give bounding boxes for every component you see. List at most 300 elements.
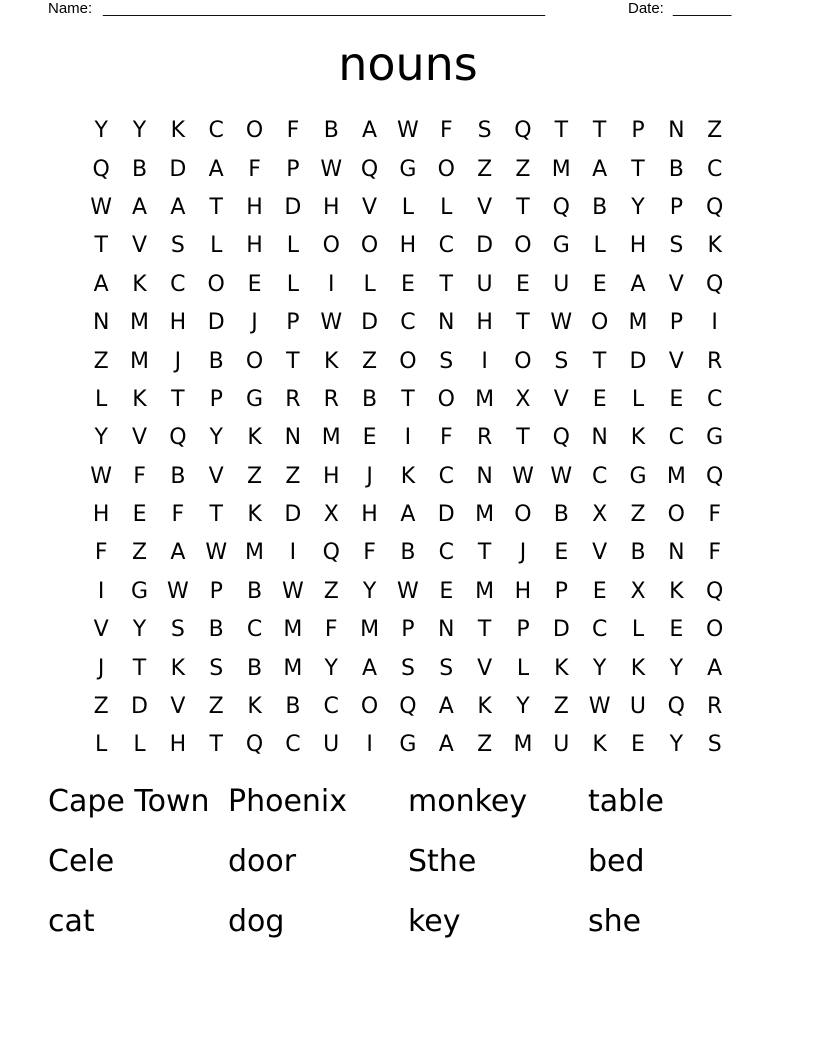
grid-letter: C: [591, 617, 608, 643]
grid-letter: S: [707, 732, 722, 758]
grid-letter: E: [439, 578, 454, 604]
grid-letter: K: [247, 502, 262, 528]
grid-letter: W: [320, 310, 343, 336]
grid-letter: O: [514, 348, 532, 374]
grid-letter: Q: [92, 156, 110, 182]
grid-letter: P: [401, 617, 415, 643]
grid-letter: X: [592, 502, 608, 528]
grid-letter: M: [245, 540, 265, 566]
page-title: nouns: [338, 37, 478, 91]
grid-letter: T: [554, 118, 569, 144]
grid-letter: L: [95, 386, 108, 412]
grid-letter: Y: [132, 118, 147, 144]
grid-letter: N: [476, 463, 493, 489]
grid-letter: P: [209, 386, 223, 412]
grid-letter: M: [513, 732, 533, 758]
date-blank-line: _______: [673, 0, 732, 17]
grid-letter: P: [669, 194, 683, 220]
grid-letter: S: [400, 655, 415, 681]
grid-letter: R: [476, 425, 493, 451]
grid-letter: I: [366, 732, 373, 758]
grid-letter: Z: [477, 156, 493, 182]
grid-letter: Q: [552, 194, 570, 220]
grid-letter: W: [90, 463, 113, 489]
grid-letter: S: [170, 233, 185, 259]
grid-letter: B: [630, 540, 646, 566]
grid-letter: S: [439, 348, 454, 374]
grid-letter: B: [285, 694, 301, 720]
grid-letter: Y: [209, 425, 223, 451]
word-bank-item: key: [408, 904, 461, 939]
grid-letter: P: [286, 310, 300, 336]
grid-letter: O: [245, 118, 264, 144]
grid-letter: Z: [630, 502, 646, 528]
grid-row: [82, 496, 734, 534]
grid-letter: P: [554, 578, 568, 604]
grid-letter: I: [327, 271, 335, 297]
grid-letter: B: [400, 540, 416, 566]
grid-letter: E: [247, 271, 262, 297]
grid-letter: E: [669, 617, 684, 643]
word-bank-item: monkey: [408, 784, 528, 819]
grid-letter: B: [247, 655, 263, 681]
grid-letter: M: [360, 617, 380, 643]
grid-letter: K: [324, 348, 339, 374]
grid-letter: K: [669, 578, 684, 604]
grid-letter: D: [552, 617, 570, 643]
grid-letter: M: [283, 617, 303, 643]
grid-letter: O: [514, 502, 532, 528]
grid-letter: H: [246, 194, 263, 220]
grid-letter: N: [92, 310, 110, 336]
grid-letter: O: [245, 348, 264, 374]
grid-letter: K: [707, 233, 722, 259]
grid-letter: T: [516, 425, 530, 451]
grid-letter: F: [708, 540, 721, 566]
grid-letter: D: [169, 156, 187, 182]
grid-letter: W: [282, 578, 304, 604]
grid-letter: D: [284, 194, 302, 220]
grid-letter: X: [515, 386, 531, 412]
grid-letter: H: [399, 233, 417, 259]
grid-letter: O: [322, 233, 340, 259]
grid-letter: F: [171, 502, 185, 528]
grid-letter: I: [289, 540, 297, 566]
grid-letter: T: [516, 310, 530, 336]
grid-letter: M: [475, 386, 495, 412]
grid-letter: J: [519, 540, 527, 566]
grid-letter: L: [631, 386, 645, 412]
grid-letter: Q: [399, 694, 417, 720]
grid-row: [82, 419, 734, 457]
grid-letter: Q: [706, 463, 724, 489]
grid-letter: K: [132, 386, 147, 412]
grid-letter: N: [284, 425, 302, 451]
grid-letter: M: [130, 348, 149, 374]
grid-letter: Y: [362, 578, 377, 604]
grid-letter: M: [321, 425, 341, 451]
grid-letter: H: [246, 233, 263, 259]
grid-letter: M: [475, 502, 495, 528]
grid-letter: Q: [514, 118, 532, 144]
grid-letter: T: [439, 271, 453, 297]
grid-letter: Z: [362, 348, 378, 374]
grid-letter: M: [666, 463, 686, 489]
grid-letter: U: [553, 271, 570, 297]
grid-letter: S: [439, 655, 454, 681]
grid-letter: Q: [360, 156, 379, 182]
grid-letter: K: [247, 425, 262, 451]
grid-letter: Y: [516, 694, 530, 720]
grid-letter: Z: [247, 463, 263, 489]
grid-letter: T: [209, 194, 223, 220]
grid-letter: L: [95, 732, 108, 758]
grid-letter: Y: [592, 655, 607, 681]
grid-letter: V: [362, 194, 378, 220]
grid-letter: O: [207, 271, 225, 297]
grid-letter: Z: [208, 694, 224, 720]
grid-letter: F: [439, 118, 453, 144]
grid-letter: M: [475, 578, 495, 604]
grid-letter: E: [362, 425, 377, 451]
grid-row: [82, 150, 734, 188]
grid-letter: E: [592, 386, 607, 412]
grid-letter: G: [399, 732, 417, 758]
grid-letter: C: [591, 463, 608, 489]
grid-letter: E: [592, 271, 607, 297]
grid-letter: N: [438, 310, 455, 336]
grid-letter: Y: [669, 655, 684, 681]
grid-letter: W: [90, 194, 113, 220]
grid-letter: S: [669, 233, 684, 259]
grid-letter: H: [476, 310, 493, 336]
grid-letter: N: [591, 425, 608, 451]
word-bank-item: cat: [48, 904, 95, 939]
grid-letter: F: [363, 540, 376, 566]
grid-letter: Q: [552, 425, 570, 451]
word-bank-item: she: [588, 904, 642, 939]
grid-letter: Y: [324, 655, 338, 681]
grid-letter: Z: [477, 732, 493, 758]
grid-letter: Q: [706, 578, 724, 604]
grid-row: [82, 611, 734, 649]
grid-letter: N: [668, 540, 685, 566]
grid-letter: G: [130, 578, 149, 604]
grid-letter: L: [286, 271, 300, 297]
grid-letter: W: [550, 463, 573, 489]
grid-letter: L: [286, 233, 300, 259]
grid-letter: Z: [285, 463, 301, 489]
grid-row: [82, 189, 734, 227]
grid-letter: E: [592, 578, 607, 604]
grid-row: [82, 649, 734, 687]
grid-letter: K: [170, 655, 186, 681]
grid-letter: E: [132, 502, 147, 528]
grid-letter: L: [363, 271, 376, 297]
grid-letter: T: [516, 194, 530, 220]
grid-letter: D: [207, 310, 225, 336]
grid-letter: C: [438, 233, 454, 259]
grid-letter: N: [438, 617, 455, 643]
grid-letter: V: [668, 348, 684, 374]
grid-letter: Q: [322, 540, 340, 566]
grid-letter: E: [669, 386, 684, 412]
grid-letter: Z: [553, 694, 569, 720]
grid-letter: I: [711, 310, 718, 336]
grid-letter: U: [553, 732, 570, 758]
grid-row: [82, 381, 734, 419]
grid-letter: Q: [245, 732, 264, 758]
grid-letter: I: [97, 578, 105, 604]
grid-letter: X: [630, 578, 646, 604]
grid-letter: N: [668, 118, 685, 144]
grid-letter: R: [707, 694, 723, 720]
word-bank-item: dog: [228, 904, 285, 939]
grid-letter: F: [248, 156, 261, 182]
grid-letter: B: [592, 194, 608, 220]
grid-letter: F: [324, 617, 338, 643]
grid-letter: U: [323, 732, 340, 758]
grid-letter: J: [97, 655, 105, 681]
grid-letter: B: [553, 502, 569, 528]
grid-letter: L: [133, 732, 146, 758]
word-bank-item: Cele: [48, 844, 115, 879]
grid-letter: A: [208, 156, 224, 182]
grid-letter: X: [323, 502, 339, 528]
grid-letter: O: [590, 310, 609, 336]
grid-letter: T: [477, 617, 492, 643]
grid-letter: V: [553, 386, 569, 412]
grid-letter: D: [629, 348, 647, 374]
grid-row: [82, 573, 734, 611]
grid-letter: J: [251, 310, 258, 336]
grid-letter: K: [400, 463, 416, 489]
grid-letter: Z: [515, 156, 531, 182]
grid-letter: G: [706, 425, 724, 451]
grid-letter: C: [668, 425, 685, 451]
grid-letter: D: [131, 694, 148, 720]
grid-letter: L: [593, 233, 606, 259]
grid-letter: C: [323, 694, 339, 720]
grid-letter: B: [323, 118, 339, 144]
grid-letter: O: [360, 233, 379, 259]
grid-letter: T: [477, 540, 492, 566]
grid-letter: K: [477, 694, 492, 720]
grid-letter: P: [286, 156, 300, 182]
grid-letter: V: [477, 655, 493, 681]
grid-letter: T: [286, 348, 300, 374]
grid-letter: B: [668, 156, 684, 182]
grid-letter: V: [131, 425, 148, 451]
grid-letter: C: [400, 310, 416, 336]
grid-letter: K: [592, 732, 607, 758]
grid-letter: C: [285, 732, 301, 758]
grid-letter: T: [592, 348, 607, 374]
grid-row: [82, 266, 734, 304]
grid-letter: Y: [132, 617, 147, 643]
word-bank: [48, 772, 768, 952]
grid-letter: H: [322, 194, 340, 220]
grid-letter: G: [399, 156, 417, 182]
grid-letter: A: [131, 194, 148, 220]
grid-letter: Z: [93, 348, 109, 374]
grid-letter: H: [629, 233, 647, 259]
word-bank-item: Cape Town: [48, 784, 210, 819]
grid-letter: Q: [706, 271, 724, 297]
grid-letter: A: [362, 655, 378, 681]
grid-letter: V: [131, 233, 148, 259]
grid-letter: C: [438, 463, 454, 489]
grid-letter: L: [516, 655, 530, 681]
grid-letter: F: [133, 463, 146, 489]
grid-letter: S: [477, 118, 492, 144]
grid-letter: V: [208, 463, 224, 489]
grid-letter: I: [481, 348, 488, 374]
grid-letter: R: [707, 348, 723, 374]
grid-letter: H: [169, 732, 187, 758]
grid-row: [82, 688, 734, 726]
grid-letter: M: [130, 310, 149, 336]
grid-letter: G: [629, 463, 647, 489]
word-bank-item: Phoenix: [228, 784, 348, 819]
grid-letter: O: [437, 386, 455, 412]
grid-letter: A: [362, 118, 378, 144]
grid-letter: B: [131, 156, 148, 182]
grid-letter: K: [554, 655, 569, 681]
grid-letter: Z: [93, 694, 109, 720]
word-search-grid: [82, 112, 734, 765]
date-label: Date:: [628, 0, 664, 17]
grid-letter: K: [132, 271, 147, 297]
grid-letter: T: [171, 386, 185, 412]
grid-letter: A: [170, 540, 186, 566]
grid-letter: W: [205, 540, 228, 566]
grid-letter: O: [399, 348, 417, 374]
grid-row: [82, 726, 734, 764]
grid-letter: Y: [94, 118, 108, 144]
grid-letter: H: [322, 463, 340, 489]
grid-letter: H: [92, 502, 110, 528]
grid-letter: A: [438, 694, 454, 720]
grid-row: [82, 304, 734, 342]
grid-letter: R: [285, 386, 301, 412]
grid-letter: Y: [669, 732, 684, 758]
grid-letter: D: [284, 502, 302, 528]
grid-letter: A: [93, 271, 109, 297]
grid-letter: H: [169, 310, 187, 336]
grid-letter: P: [516, 617, 530, 643]
grid-row: [82, 458, 734, 496]
grid-letter: K: [247, 694, 262, 720]
grid-letter: C: [706, 386, 723, 412]
grid-letter: T: [94, 233, 108, 259]
grid-letter: C: [170, 271, 186, 297]
grid-row: [82, 342, 734, 380]
grid-letter: K: [630, 655, 646, 681]
grid-letter: T: [592, 118, 607, 144]
grid-letter: F: [286, 118, 300, 144]
grid-letter: F: [439, 425, 453, 451]
grid-letter: L: [401, 194, 415, 220]
grid-letter: M: [628, 310, 648, 336]
grid-letter: W: [397, 118, 419, 144]
grid-letter: K: [630, 425, 646, 451]
grid-letter: D: [476, 233, 494, 259]
grid-letter: S: [554, 348, 569, 374]
grid-letter: B: [170, 463, 186, 489]
grid-letter: W: [166, 578, 189, 604]
grid-letter: Q: [706, 194, 724, 220]
grid-letter: A: [707, 655, 723, 681]
grid-letter: P: [209, 578, 223, 604]
grid-letter: S: [170, 617, 185, 643]
grid-letter: D: [437, 502, 455, 528]
grid-letter: C: [706, 156, 723, 182]
grid-letter: V: [93, 617, 109, 643]
header: [48, 0, 748, 20]
grid-letter: O: [706, 617, 724, 643]
grid-letter: A: [400, 502, 416, 528]
grid-letter: E: [400, 271, 415, 297]
grid-letter: T: [401, 386, 415, 412]
grid-letter: S: [209, 655, 224, 681]
grid-letter: Y: [631, 194, 645, 220]
grid-row: [82, 534, 734, 572]
grid-letter: Z: [131, 540, 148, 566]
grid-letter: A: [170, 194, 186, 220]
grid-letter: W: [588, 694, 611, 720]
grid-letter: G: [552, 233, 570, 259]
grid-letter: T: [132, 655, 147, 681]
grid-letter: L: [631, 617, 645, 643]
grid-letter: P: [669, 310, 683, 336]
name-label: Name:: [48, 0, 93, 17]
grid-row: [82, 112, 734, 150]
grid-letter: Z: [707, 118, 723, 144]
grid-letter: J: [366, 463, 373, 489]
grid-letter: B: [362, 386, 378, 412]
grid-letter: E: [554, 540, 569, 566]
grid-letter: H: [361, 502, 378, 528]
word-bank-item: door: [228, 844, 297, 879]
grid-letter: V: [170, 694, 186, 720]
grid-letter: O: [437, 156, 455, 182]
grid-letter: U: [629, 694, 647, 720]
grid-letter: V: [668, 271, 684, 297]
grid-letter: V: [477, 194, 493, 220]
grid-letter: A: [630, 271, 646, 297]
grid-letter: W: [320, 156, 343, 182]
grid-letter: B: [208, 617, 224, 643]
grid-letter: O: [360, 694, 379, 720]
grid-letter: U: [476, 271, 493, 297]
grid-row: [82, 227, 734, 265]
grid-letter: A: [438, 732, 454, 758]
grid-letter: B: [208, 348, 224, 374]
grid-letter: L: [210, 233, 223, 259]
word-bank-item: bed: [588, 844, 645, 879]
grid-letter: I: [404, 425, 412, 451]
grid-letter: B: [247, 578, 263, 604]
grid-letter: Y: [94, 425, 108, 451]
grid-letter: E: [516, 271, 530, 297]
grid-letter: O: [667, 502, 685, 528]
grid-letter: W: [550, 310, 573, 336]
grid-letter: T: [631, 156, 645, 182]
word-bank-item: Sthe: [408, 844, 477, 879]
word-bank-item: table: [588, 784, 664, 819]
grid-letter: W: [397, 578, 419, 604]
